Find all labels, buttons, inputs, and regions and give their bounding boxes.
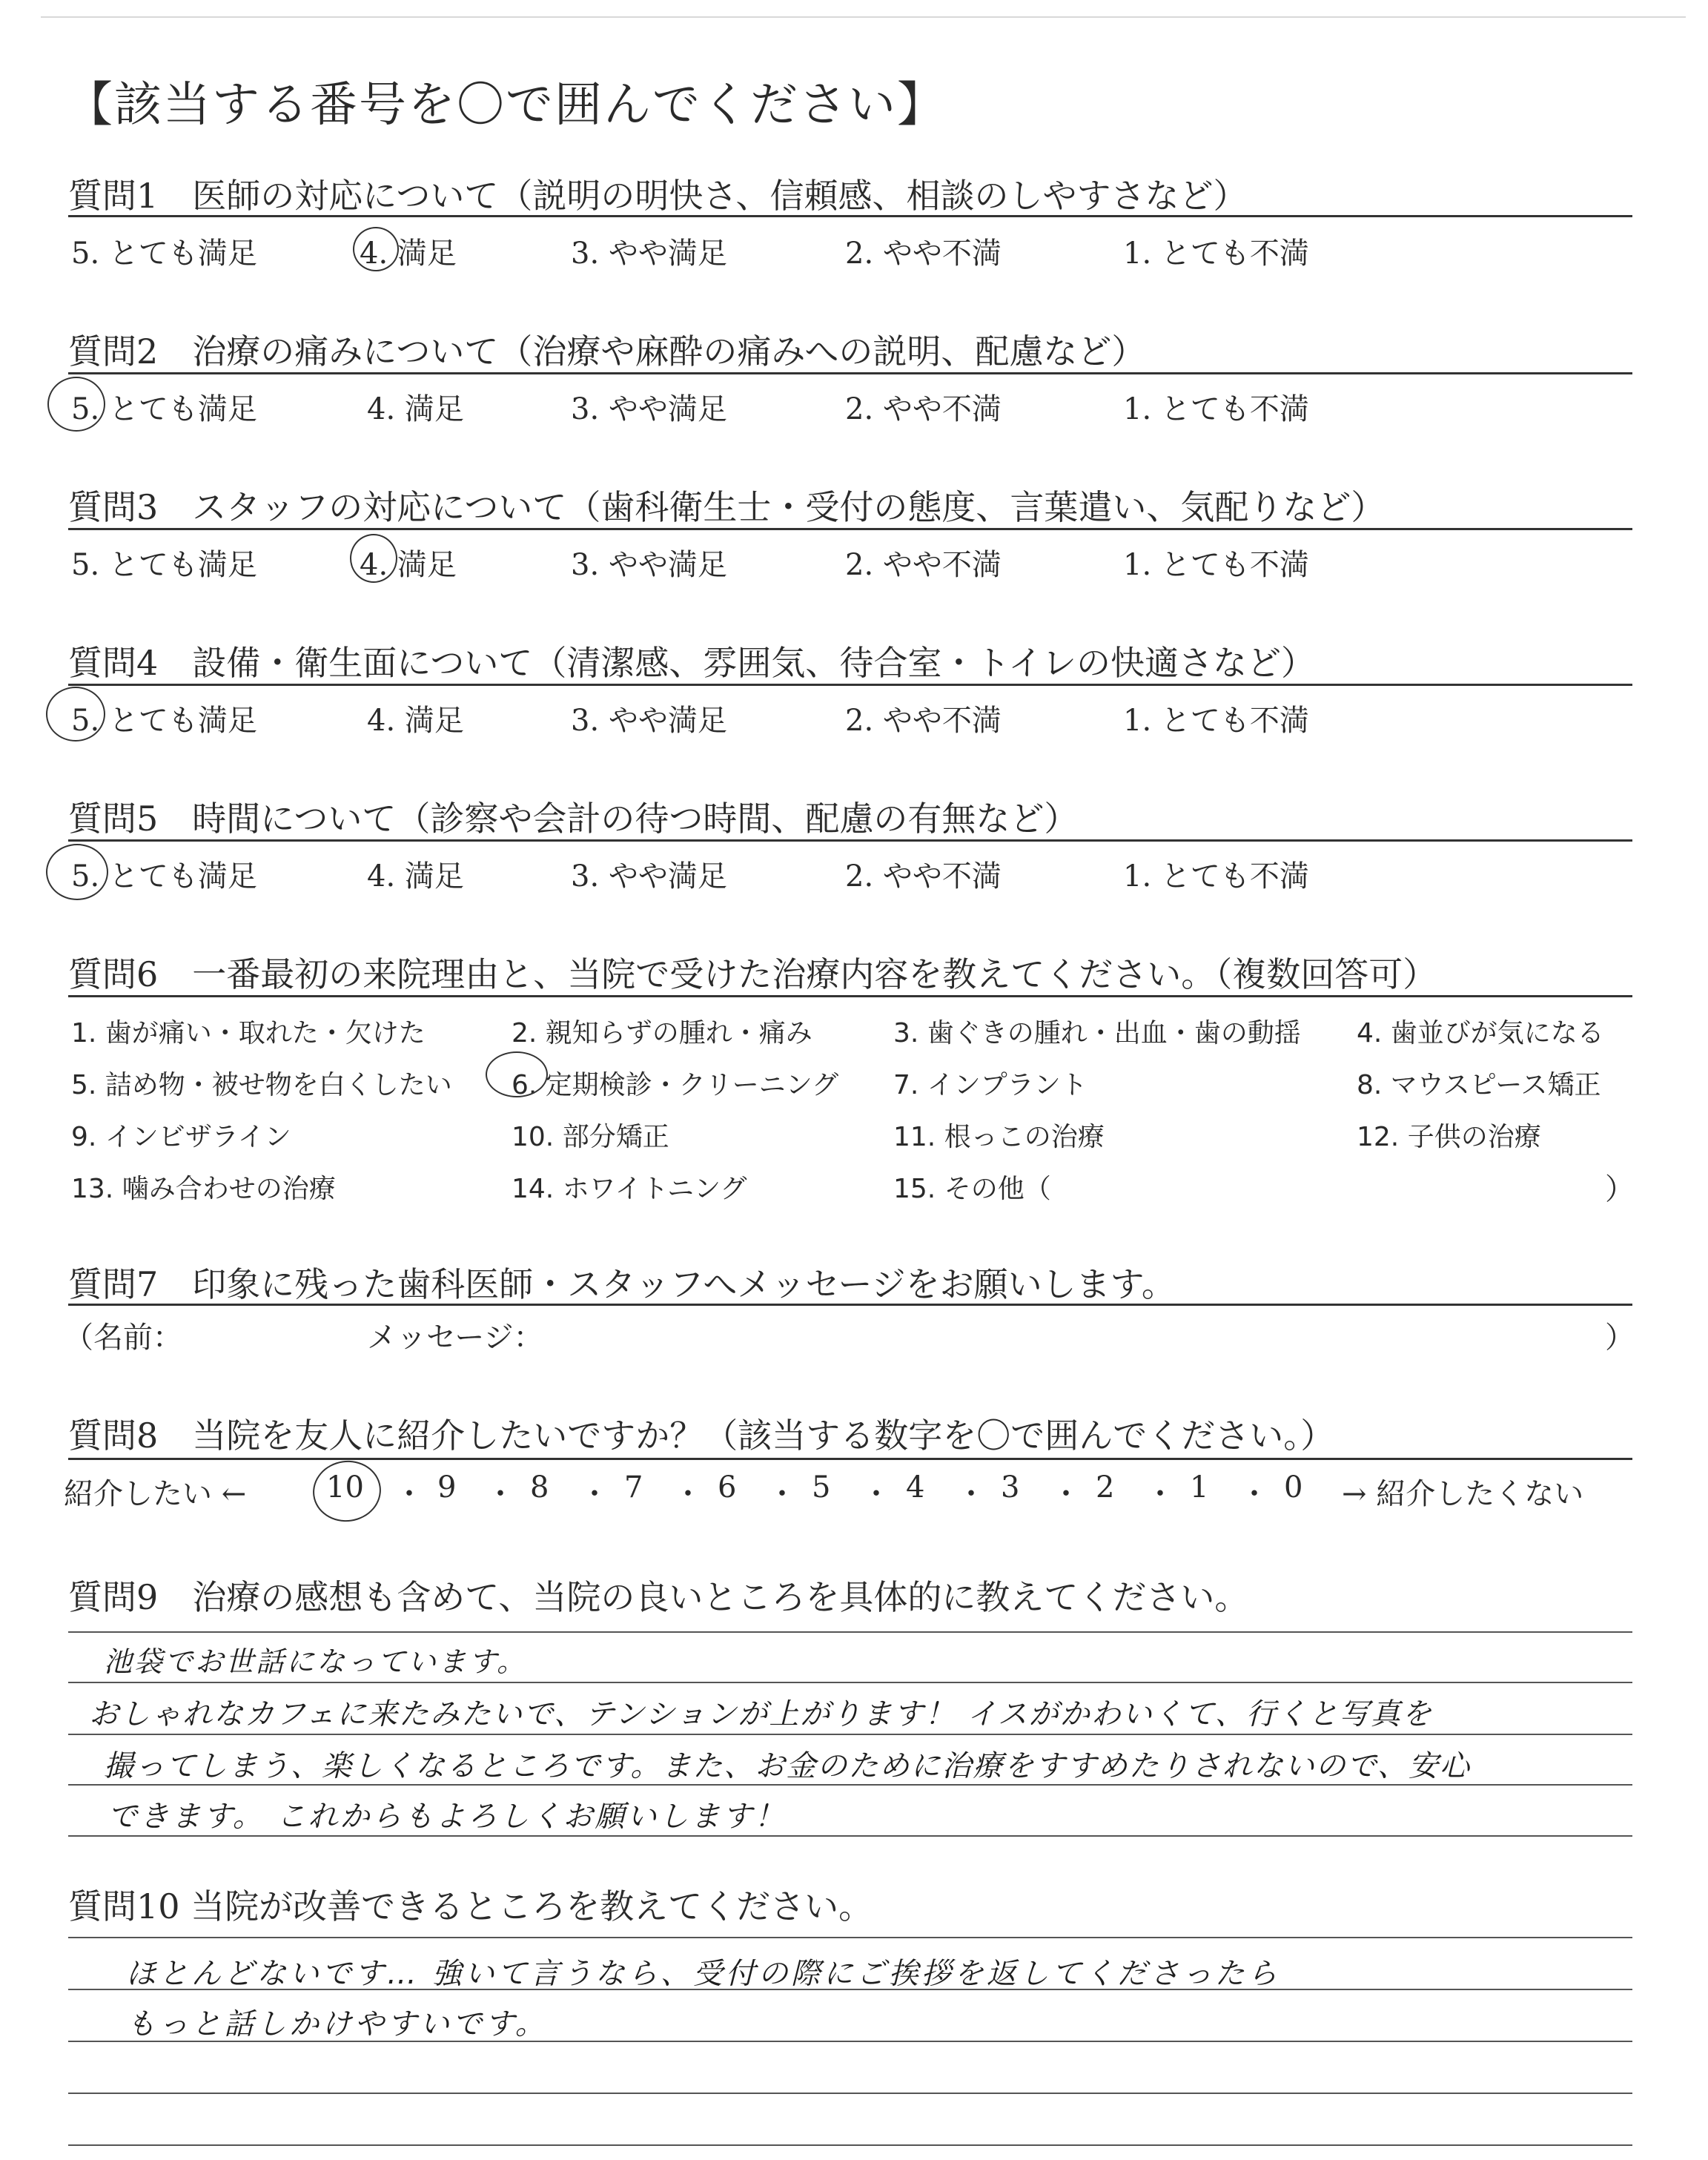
question-7-rule: [68, 1304, 1632, 1306]
question-7-title: 質問7 印象に残った歯科医師・スタッフへメッセージをお願いします。: [68, 1264, 1176, 1304]
q5-option-2[interactable]: 2. やや不満: [845, 859, 1002, 894]
q8-selection-circle: [309, 1456, 385, 1526]
q1-option-3[interactable]: 3. やや満足: [571, 237, 727, 271]
q10-answer-line: [68, 2093, 1632, 2094]
q8-scale-dot: ・: [1239, 1477, 1269, 1511]
q7-name-label[interactable]: （名前：: [64, 1321, 182, 1355]
q8-scale-3[interactable]: 3: [1001, 1470, 1020, 1505]
q8-right-label: → 紹介したくない: [1342, 1477, 1584, 1511]
q4-option-4[interactable]: 4. 満足: [367, 704, 464, 738]
q3-option-3[interactable]: 3. やや満足: [571, 548, 727, 582]
question-3-title: 質問3 スタッフの対応について（歯科衛生士・受付の態度、言葉遣い、気配りなど）: [68, 487, 1386, 527]
q3-selection-circle: [350, 534, 397, 583]
q1-option-4[interactable]: 4. 満足: [360, 237, 457, 271]
question-2-title: 質問2 治療の痛みについて（治療や麻酔の痛みへの説明、配慮など）: [68, 331, 1146, 371]
question-6-title: 質問6 一番最初の来院理由と、当院で受けた治療内容を教えてください。（複数回答可）: [68, 954, 1437, 994]
question-8-title: 質問8 当院を友人に紹介したいですか？（該当する数字を〇で囲んでください。）: [68, 1416, 1335, 1456]
q8-scale-dot: ・: [1145, 1477, 1175, 1511]
q2-option-5[interactable]: 5. とても満足: [71, 392, 257, 426]
q9-answer-text: できます。 これからもよろしくお願いします！: [107, 1800, 787, 1834]
q6-option-5[interactable]: 5. 詰め物・被せ物を白くしたい: [71, 1070, 452, 1100]
q6-option-4[interactable]: 4. 歯並びが気になる: [1357, 1018, 1604, 1048]
q8-scale-6[interactable]: 6: [718, 1470, 737, 1505]
q7-close-paren: ）: [1605, 1321, 1635, 1355]
question-1-rule: [68, 215, 1632, 217]
q8-scale-1[interactable]: 1: [1190, 1470, 1209, 1505]
q8-scale-9[interactable]: 9: [437, 1470, 457, 1505]
q1-selection-circle: [353, 227, 399, 271]
q8-scale-0[interactable]: 0: [1284, 1470, 1303, 1505]
question-6-rule: [68, 995, 1632, 997]
q6-option-7[interactable]: 7. インプラント: [893, 1070, 1088, 1100]
q9-answer-text: 撮ってしまう、楽しくなるところです。また、お金のために治療をすすめたりされないので、安心: [104, 1749, 1471, 1783]
q7-message-label[interactable]: メッセージ：: [367, 1321, 543, 1355]
q5-option-5[interactable]: 5. とても満足: [71, 859, 257, 894]
q10-answer-line: [68, 2144, 1632, 2146]
q8-scale-7[interactable]: 7: [624, 1470, 643, 1505]
q8-scale-5[interactable]: 5: [812, 1470, 831, 1505]
q6-option-8[interactable]: 8. マウスピース矯正: [1357, 1070, 1601, 1100]
q1-option-2[interactable]: 2. やや不満: [845, 237, 1002, 271]
q6-option-6[interactable]: 6. 定期検診・クリーニング: [512, 1070, 839, 1100]
q2-option-4[interactable]: 4. 満足: [367, 392, 464, 426]
q6-option-9[interactable]: 9. インビザライン: [71, 1122, 291, 1152]
q9-answer-line: [68, 1631, 1632, 1633]
q8-left-label: 紹介したい ←: [64, 1477, 247, 1511]
q6-option-12[interactable]: 12. 子供の治療: [1357, 1122, 1541, 1152]
q8-scale-dot: ・: [861, 1477, 891, 1511]
q9-answer-text: おしゃれなカフェに来たみたいで、テンションが上がります！ イスがかわいくて、行くと写真を: [89, 1697, 1433, 1731]
page-top-border: [41, 16, 1686, 18]
question-5-title: 質問5 時間について（診察や会計の待つ時間、配慮の有無など）: [68, 799, 1079, 839]
q2-selection-circle: [47, 377, 105, 432]
question-3-rule: [68, 528, 1632, 530]
q10-answer-text: ほとんどないです… 強いて言うなら、受付の際にご挨拶を返してくださったら: [126, 1957, 1280, 1991]
q6-option-13[interactable]: 13. 噛み合わせの治療: [71, 1174, 336, 1204]
q6-option-1[interactable]: 1. 歯が痛い・取れた・欠けた: [71, 1018, 426, 1048]
q8-scale-dot: ・: [486, 1477, 515, 1511]
q2-option-2[interactable]: 2. やや不満: [845, 392, 1002, 426]
question-4-title: 質問4 設備・衛生面について（清潔感、雰囲気、待合室・トイレの快適さなど）: [68, 643, 1316, 683]
q8-scale-dot: ・: [580, 1477, 609, 1511]
q4-option-2[interactable]: 2. やや不満: [845, 704, 1002, 738]
q4-option-5[interactable]: 5. とても満足: [71, 704, 257, 738]
question-5-rule: [68, 839, 1632, 842]
page-header: 【該当する番号を〇で囲んでください】: [65, 78, 946, 133]
q3-option-4[interactable]: 4. 満足: [360, 548, 457, 582]
q10-answer-line: [68, 1937, 1632, 1938]
question-10-title: 質問10 当院が改善できるところを教えてください。: [68, 1886, 873, 1926]
q5-option-1[interactable]: 1. とても不満: [1123, 859, 1309, 894]
q8-scale-8[interactable]: 8: [530, 1470, 549, 1505]
question-9-title: 質問9 治療の感想も含めて、当院の良いところを具体的に教えてください。: [68, 1577, 1249, 1617]
question-8-rule: [68, 1458, 1632, 1460]
q4-selection-circle: [46, 687, 105, 742]
q5-option-3[interactable]: 3. やや満足: [571, 859, 727, 894]
q6-option-2[interactable]: 2. 親知らずの腫れ・痛み: [512, 1018, 812, 1048]
q6-other-close-paren: ）: [1605, 1172, 1635, 1206]
q8-scale-10[interactable]: 10: [326, 1470, 364, 1505]
q9-answer-line: [68, 1682, 1632, 1683]
q6-option-15[interactable]: 15. その他（: [893, 1174, 1051, 1204]
q10-answer-text: もっと話しかけやすいです。: [126, 2007, 548, 2041]
q5-option-4[interactable]: 4. 満足: [367, 859, 464, 894]
q8-scale-2[interactable]: 2: [1096, 1470, 1115, 1505]
q9-answer-text: 池袋でお世話になっています。: [104, 1645, 527, 1678]
q1-option-1[interactable]: 1. とても不満: [1123, 237, 1309, 271]
q6-option-14[interactable]: 14. ホワイトニング: [512, 1174, 747, 1204]
q8-scale-dot: ・: [767, 1477, 797, 1511]
q8-scale-4[interactable]: 4: [906, 1470, 925, 1505]
q3-option-2[interactable]: 2. やや不満: [845, 548, 1002, 582]
q2-option-1[interactable]: 1. とても不満: [1123, 392, 1309, 426]
q8-scale-dot: ・: [394, 1477, 424, 1511]
q6-option-10[interactable]: 10. 部分矯正: [512, 1122, 669, 1152]
q5-selection-circle: [46, 844, 108, 900]
q2-option-3[interactable]: 3. やや満足: [571, 392, 727, 426]
q4-option-3[interactable]: 3. やや満足: [571, 704, 727, 738]
q6-option-3[interactable]: 3. 歯ぐきの腫れ・出血・歯の動揺: [893, 1018, 1301, 1048]
q6-option-11[interactable]: 11. 根っこの治療: [893, 1122, 1105, 1152]
q3-option-1[interactable]: 1. とても不満: [1123, 548, 1309, 582]
q1-option-5[interactable]: 5. とても満足: [71, 237, 257, 271]
question-1-title: 質問1 医師の対応について（説明の明快さ、信頼感、相談のしやすさなど）: [68, 176, 1248, 216]
q3-option-5[interactable]: 5. とても満足: [71, 548, 257, 582]
q6-selection-circle: [486, 1051, 548, 1097]
q8-scale-dot: ・: [673, 1477, 703, 1511]
q8-scale-dot: ・: [1051, 1477, 1081, 1511]
question-2-rule: [68, 372, 1632, 374]
q4-option-1[interactable]: 1. とても不満: [1123, 704, 1309, 738]
q8-scale-dot: ・: [956, 1477, 986, 1511]
question-4-rule: [68, 684, 1632, 686]
q9-answer-line: [68, 1734, 1632, 1735]
q9-answer-line: [68, 1835, 1632, 1837]
